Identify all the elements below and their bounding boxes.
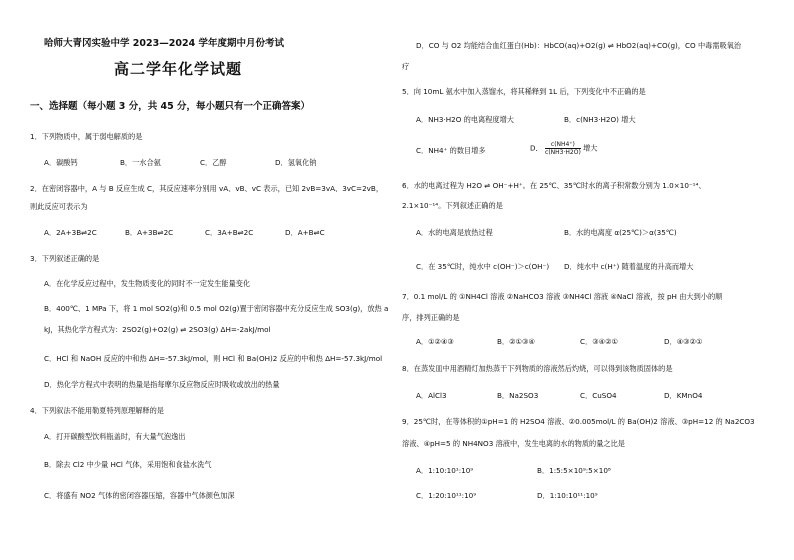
qd-line1: D．CO 与 O2 均能结合血红蛋白(Hb)：HbCO(aq)+O2(g) ⇌ HbO2(aq)+CO(g)，CO 中毒需吸氧治	[416, 41, 742, 50]
q5-option-d-suffix: 增大	[583, 143, 598, 153]
q5-option-d-fraction	[545, 141, 581, 156]
q4-stem: 4．下列叙法不能用勒夏特列原理解释的是	[30, 406, 164, 415]
q5-option-c: C．NH4⁺ 的数目增多	[416, 146, 486, 155]
q1-option-a: A．碳酸钙	[44, 158, 78, 167]
q6-option-b: B．水的电离度 α(25℃)＞α(35℃)	[564, 228, 677, 237]
q4-option-c: C．将盛有 NO2 气体的密闭容器压缩，容器中气体颜色加深	[44, 491, 235, 500]
q1-option-d: D．氢氧化钠	[275, 158, 317, 167]
q3-option-b-line2: kJ，其热化学方程式为：2SO2(g)+O2(g) ⇌ 2SO3(g) ΔH=-2akJ/mol	[44, 325, 271, 334]
q4-option-b: B．除去 Cl2 中少量 HCl 气体，采用饱和食盐水洗气	[44, 460, 212, 469]
exam-header: 哈师大青冈实验中学 2023—2024 学年度期中月份考试	[44, 38, 284, 49]
q5-option-d	[530, 141, 597, 156]
q9-option-a: A．1:10:10¹:10⁹	[416, 466, 474, 475]
q3-option-b-line1: B．400℃、1 MPa 下，将 1 mol SO2(g)和 0.5 mol O2(g)置于密闭容器中充分反应生成 SO3(g)，放热 a	[44, 304, 389, 313]
q7-option-c: C．③④②①	[580, 337, 618, 346]
q6-option-c: C．在 35℃时，纯水中 c(OH⁻)＞c(OH⁻)	[416, 262, 550, 271]
q7-option-d: D．④③②①	[664, 337, 703, 346]
q9-option-d: D．1:10:10¹¹:10⁹	[537, 491, 598, 500]
q4-option-a: A．打开碳酸型饮料瓶盖时，有大量气泡逸出	[44, 432, 186, 441]
section-heading: 一、选择题（每小题 3 分，共 45 分，每小题只有一个正确答案）	[30, 101, 311, 112]
page-title: 高二学年化学试题	[114, 60, 243, 78]
q3-option-d: D．热化学方程式中表明的热量是指每摩尔反应物反应时吸收或放出的热量	[44, 380, 280, 389]
q7-option-a: A．①②④③	[416, 337, 454, 346]
q8-option-d: D．KMnO4	[664, 391, 703, 400]
q6-line2: 2.1×10⁻¹⁴。下列叙述正确的是	[402, 201, 503, 210]
q8-option-c: C．CuSO4	[580, 391, 617, 400]
q9-line1: 9．25℃时，在等体积的①pH=1 的 H2SO4 溶液、②0.005mol/L 的 Ba(OH)2 溶液、③pH=12 的 Na2CO3	[402, 417, 755, 426]
q2-stem-line1: 2．在密闭容器中，A 与 B 反应生成 C，其反应速率分别用 vA、vB、vC 表示，已知 2vB=3vA、3vC=2vB，	[30, 184, 384, 193]
q6-option-d: D．纯水中 c(H⁺) 随着温度的升高而增大	[564, 262, 694, 271]
q8-option-b: B．Na2SO3	[497, 391, 539, 400]
q6-line1: 6．水的电离过程为 H2O ⇌ OH⁻+H⁺。在 25℃、35℃时水的离子积常数分别为 1.0×10⁻¹⁴、	[402, 181, 706, 190]
q6-option-a: A．水的电离是放热过程	[416, 228, 493, 237]
qd-line2: 疗	[402, 62, 410, 71]
q7-line1: 7．0.1 mol/L 的 ①NH4Cl 溶液 ②NaHCO3 溶液 ③NH4Cl 溶液 ④NaCl 溶液，按 pH 由大到小的顺	[402, 292, 723, 301]
q5-option-b: B．c(NH3·H2O) 增大	[564, 115, 636, 124]
q8-option-a: A．AlCl3	[416, 391, 447, 400]
q5-option-d-numerator: c(NH4⁺)	[545, 141, 581, 149]
q7-option-b: B．②①③④	[497, 337, 535, 346]
q1-option-b: B．一水合氨	[120, 158, 161, 167]
q5-option-d-denominator: c(NH3·H2O)	[545, 149, 581, 156]
q5-stem: 5．向 10mL 氨水中加入蒸馏水，将其稀释到 1L 后，下列变化中不正确的是	[402, 87, 646, 96]
q7-line2: 序，排列正确的是	[402, 313, 460, 322]
q9-line2: 溶液、④pH=5 的 NH4NO3 溶液中，发生电离的水的物质的量之比是	[402, 439, 625, 448]
q3-option-c: C．HCl 和 NaOH 反应的中和热 ΔH=-57.3kJ/mol，则 HCl 和 Ba(OH)2 反应的中和热 ΔH=-57.3kJ/mol	[44, 354, 383, 363]
q2-option-c: C．3A+B⇌2C	[205, 228, 254, 237]
q2-stem-line2: 则此反应可表示为	[30, 202, 88, 211]
q3-option-a: A．在化学反应过程中，发生物质变化的同时不一定发生能量变化	[44, 279, 251, 288]
q2-option-b: B．A+3B⇌2C	[125, 228, 174, 237]
q5-option-a: A．NH3·H2O 的电离程度增大	[416, 115, 514, 124]
q2-option-a: A．2A+3B⇌2C	[44, 228, 97, 237]
q2-option-d: D．A+B⇌C	[285, 228, 325, 237]
q9-option-c: C．1:20:10¹¹:10⁹	[416, 491, 477, 500]
q5-option-d-prefix: D．	[530, 143, 543, 153]
q1-stem: 1．下列物质中，属于弱电解质的是	[30, 132, 143, 141]
q1-option-c: C．乙醇	[200, 158, 227, 167]
q8-stem: 8．在蒸发皿中用酒精灯加热蒸干下列物质的溶液然后灼烧，可以得到该物质固体的是	[402, 364, 673, 373]
q3-stem: 3．下列叙述正确的是	[30, 254, 100, 263]
q9-option-b: B．1:5:5×10⁹:5×10⁸	[537, 466, 611, 475]
